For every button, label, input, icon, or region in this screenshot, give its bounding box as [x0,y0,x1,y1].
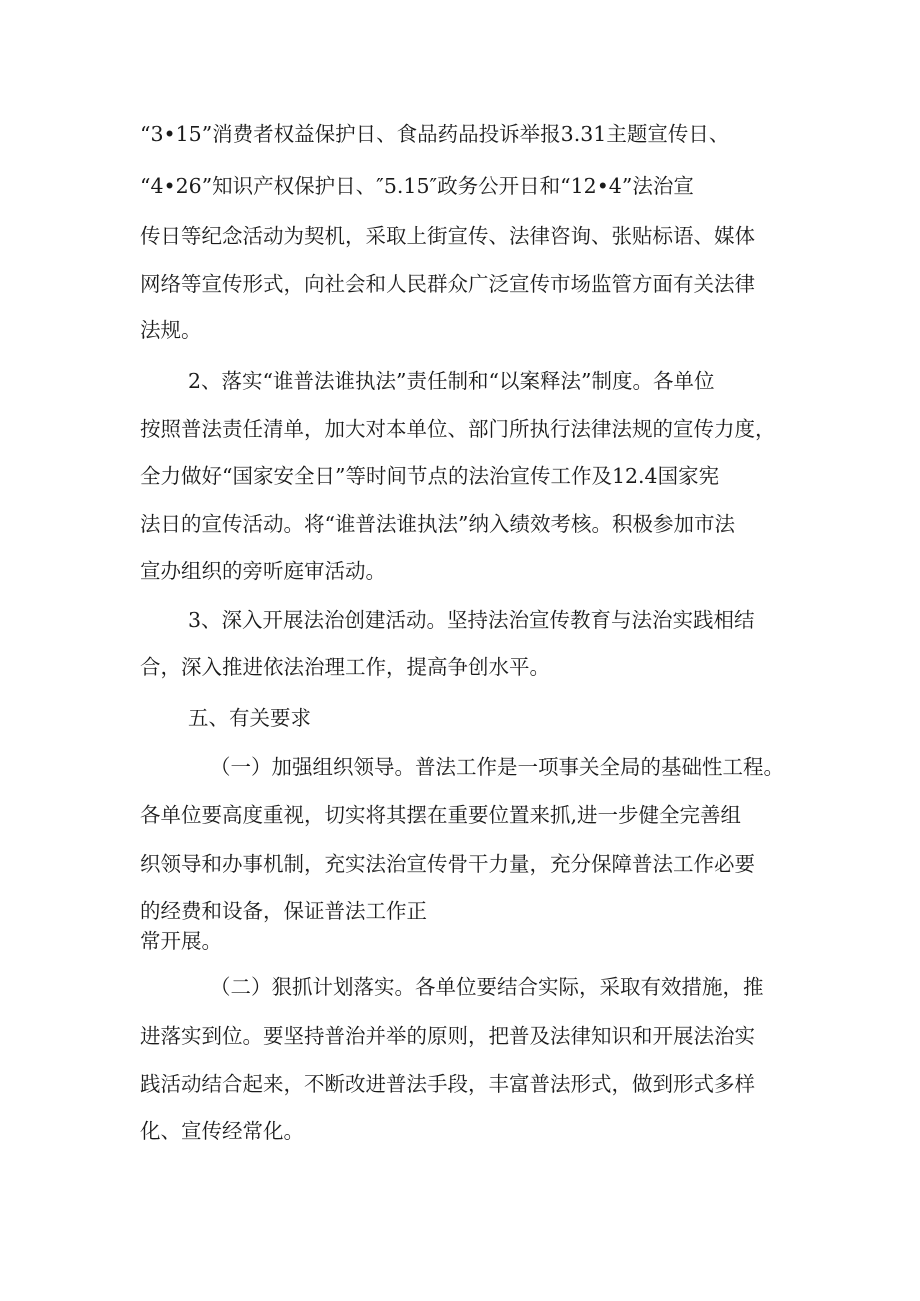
text-line: 2、落实“谁普法谁执法”责任制和“以案释法”制度。各单位 [188,369,715,393]
text-line: 3、深入开展法治创建活动。坚持法治宣传教育与法治实践相结 [188,608,755,632]
text-line: 按照普法责任清单，加大对本单位、部门所执行法律法规的宣传力度， [140,417,776,441]
text-line: “3•15”消费者权益保护日、食品药品投诉举报3.31主题宣传日、 [140,122,730,146]
text-line: 各单位要高度重视，切实将其摆在重要位置来抓,进一步健全完善组 [140,803,742,827]
text-line: 践活动结合起来，不断改进普法手段，丰富普法形式，做到形式多样 [140,1072,755,1096]
text-line: 全力做好“国家安全日”等时间节点的法治宣传工作及12.4国家宪 [140,464,720,488]
text-line: 常开展。 [140,929,222,953]
text-line: 网络等宣传形式，向社会和人民群众广泛宣传市场监管方面有关法律 [140,272,755,296]
text-line: 宣办组织的旁听庭审活动。 [140,559,386,583]
text-line: 织领导和办事机制，充实法治宣传骨干力量，充分保障普法工作必要 [140,852,755,876]
text-line: 进落实到位。要坚持普治并举的原则，把普及法律知识和开展法治实 [140,1024,755,1048]
text-line: 法规。 [140,318,202,342]
text-line: 合，深入推进依法治理工作，提高争创水平。 [140,655,550,679]
text-line: 的经费和设备，保证普法工作正 [140,899,427,923]
text-line: 传日等纪念活动为契机，采取上街宣传、法律咨询、张贴标语、媒体 [140,224,755,248]
text-line: 法日的宣传活动。将“谁普法谁执法”纳入绩效考核。积极参加市法 [140,512,735,536]
text-line: 化、宣传经常化。 [140,1119,304,1143]
text-line: （一）加强组织领导。普法工作是一项事关全局的基础性工程。 [210,755,784,779]
section-heading: 五、有关要求 [188,706,311,730]
text-line: “4•26”知识产权保护日、″5.15″政务公开日和“12•4”法治宣 [140,174,694,198]
text-line: （二）狠抓计划落实。各单位要结合实际，采取有效措施，推 [210,975,764,999]
